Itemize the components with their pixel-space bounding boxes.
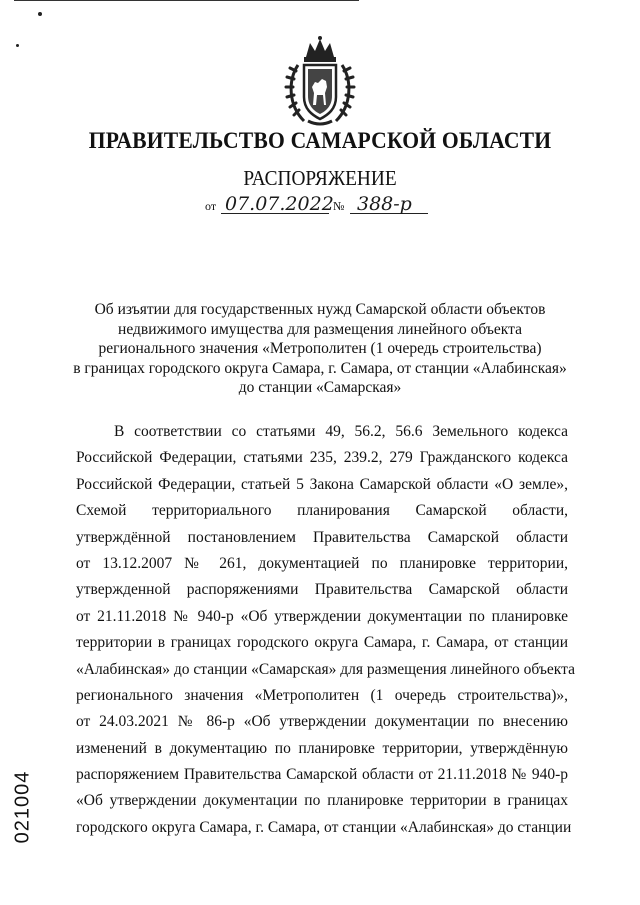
date-number-line xyxy=(205,194,440,218)
subject-line: регионального значения «Метрополитен (1 очередь строительства) xyxy=(98,340,542,358)
registration-code: 021004 xyxy=(11,770,34,844)
body-line: «Алабинская» до станции «Самарская» для размещения линейного объекта xyxy=(76,660,575,678)
number-prefix-label: № xyxy=(333,199,345,213)
scan-top-edge-line xyxy=(14,0,359,1)
document-subject xyxy=(60,300,580,398)
body-line: регионального значения «Метрополитен (1 очередь строительства)», xyxy=(76,686,568,704)
document-body xyxy=(76,419,575,841)
body-line: В соответствии со статьями 49, 56.2, 56.6 Земельного кодекса xyxy=(114,423,568,440)
body-line: распоряжением Правительства Самарской области от 21.11.2018 № 940-р xyxy=(76,766,568,784)
scan-speck xyxy=(16,44,19,47)
body-line: «Об утверждении документации по планировке территории в границах xyxy=(76,792,568,810)
body-line: утвержденной распоряжениями Правительства Самарской области xyxy=(76,581,568,599)
government-title: ПРАВИТЕЛЬСТВО САМАРСКОЙ ОБЛАСТИ xyxy=(88,128,552,153)
handwritten-date: 07.07.2022 xyxy=(225,193,334,215)
body-line: от 21.11.2018 № 940-р «Об утверждении документации по планировке xyxy=(76,607,568,625)
scan-speck xyxy=(38,12,42,16)
subject-line: Об изъятии для государственных нужд Самарской области объектов xyxy=(94,301,546,318)
document-type-title: РАСПОРЯЖЕНИЕ xyxy=(243,166,397,190)
subject-line: недвижимого имущества для размещения линейного объекта xyxy=(118,320,522,338)
registration-stamp xyxy=(8,767,38,847)
date-prefix-label: от xyxy=(205,199,217,213)
body-line: территории в границах городского округа Самара, г. Самара, от станции xyxy=(76,634,568,652)
handwritten-number: 388-р xyxy=(357,193,412,215)
body-line: от 24.03.2021 № 86-р «Об утверждении документации по внесению xyxy=(76,713,568,731)
body-line: Российской Федерации, статьей 5 Закона Самарской области «О земле», xyxy=(76,475,568,493)
body-line: Российской Федерации, статьями 235, 239.2, 279 Гражданского кодекса xyxy=(76,449,568,467)
subject-line: в границах городского округа Самара, г. Самара, от станции «Алабинская» xyxy=(73,359,567,377)
body-line: от 13.12.2007 № 261, документацией по планировке территории, xyxy=(76,554,568,572)
body-line: Схемой территориального планирования Самарской области, xyxy=(76,502,568,520)
samara-coat-of-arms-emblem xyxy=(284,35,356,127)
body-line: городского округа Самара, г. Самара, от станции «Алабинская» до станции xyxy=(76,818,572,836)
body-line: утверждённой постановлением Правительства Самарской области xyxy=(76,528,568,546)
subject-line: до станции «Самарская» xyxy=(238,379,402,397)
body-line: изменений в документацию по планировке территории, утверждённую xyxy=(76,739,568,757)
